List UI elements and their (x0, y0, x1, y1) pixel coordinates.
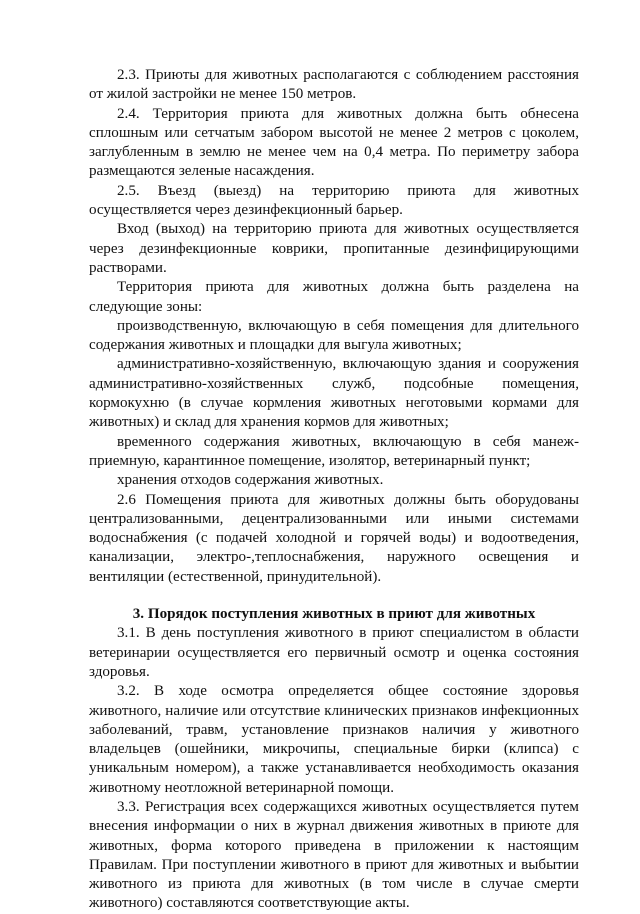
paragraph-2-6: 2.6 Помещения приюта для животных должны быть оборудованы централизованными, децентрализованными или иными системами водоснабжения (с подачей холодной и горячей воды) и водоотведения, канализации, электро-,теплоснабжения, наружного освещения и вентиляции (естественной, принудительной). (89, 491, 579, 585)
paragraph-zones-intro: Территория приюта для животных должна быть разделена на следующие зоны: (89, 279, 579, 315)
document-page (89, 66, 579, 914)
paragraph-3-2: 3.2. В ходе осмотра определяется общее состояние здоровья животного, наличие или отсутствие клинических признаков инфекционных заболеваний, травм, установление признаков наличия у животного владельцев (ошейники, микрочипы, специальные бирки (клипса) с уникальным номером), а также устанавливается необходимость оказания животному неотложной ветеринарной помощи. (89, 683, 579, 796)
paragraph-zone-waste: хранения отходов содержания животных. (117, 472, 384, 489)
paragraph-2-5: 2.5. Въезд (выезд) на территорию приюта для животных осуществляется через дезинфекционный барьер. (89, 182, 579, 219)
paragraph-2-4: 2.4. Территория приюта для животных должна быть обнесена сплошным или сетчатым забором высотой не менее 2 метров с цоколем, заглубленным в землю не менее чем на 0,4 метра. По периметру забора размещаются зеленые насаждения. (89, 105, 579, 180)
paragraph-entrance: Вход (выход) на территорию приюта для животных осуществляется через дезинфекционные коврики, пропитанные дезинфицирующими растворами. (89, 221, 579, 276)
paragraph-zone-production: производственную, включающую в себя помещения для длительного содержания животных и площадки для выгула животных; (89, 317, 579, 354)
paragraph-3-3: 3.3. Регистрация всех содержащихся животных осуществляется путем внесения информации о них в журнал движения животных в приюте для животных, форма которого приведена в приложении к настоящим Правилам. При поступлении животного в приют для животных и выбытии животного из приюта для животных (в том числе в случае смерти животного) составляются соответствующие акты. (89, 798, 579, 912)
paragraph-3-1: 3.1. В день поступления животного в приют специалистом в области ветеринарии осуществляется его первичный осмотр и оценка состояния здоровья. (89, 625, 579, 680)
paragraph-2-3: 2.3. Приюты для животных располагаются с соблюдением расстояния от жилой застройки не менее 150 метров. (89, 67, 579, 103)
section-heading: 3. Порядок поступления животных в приют для животных (132, 606, 536, 623)
paragraph-zone-temporary: временного содержания животных, включающую в себя манеж-приемную, карантинное помещение, изолятор, ветеринарный пункт; (89, 433, 579, 469)
paragraph-zone-administrative: административно-хозяйственную, включающую здания и сооружения административно-хозяйственных служб, подсобные помещения, кормокухню (в случае кормления животных неготовыми кормами для животных) и склад для хранения кормов для животных; (89, 356, 579, 431)
